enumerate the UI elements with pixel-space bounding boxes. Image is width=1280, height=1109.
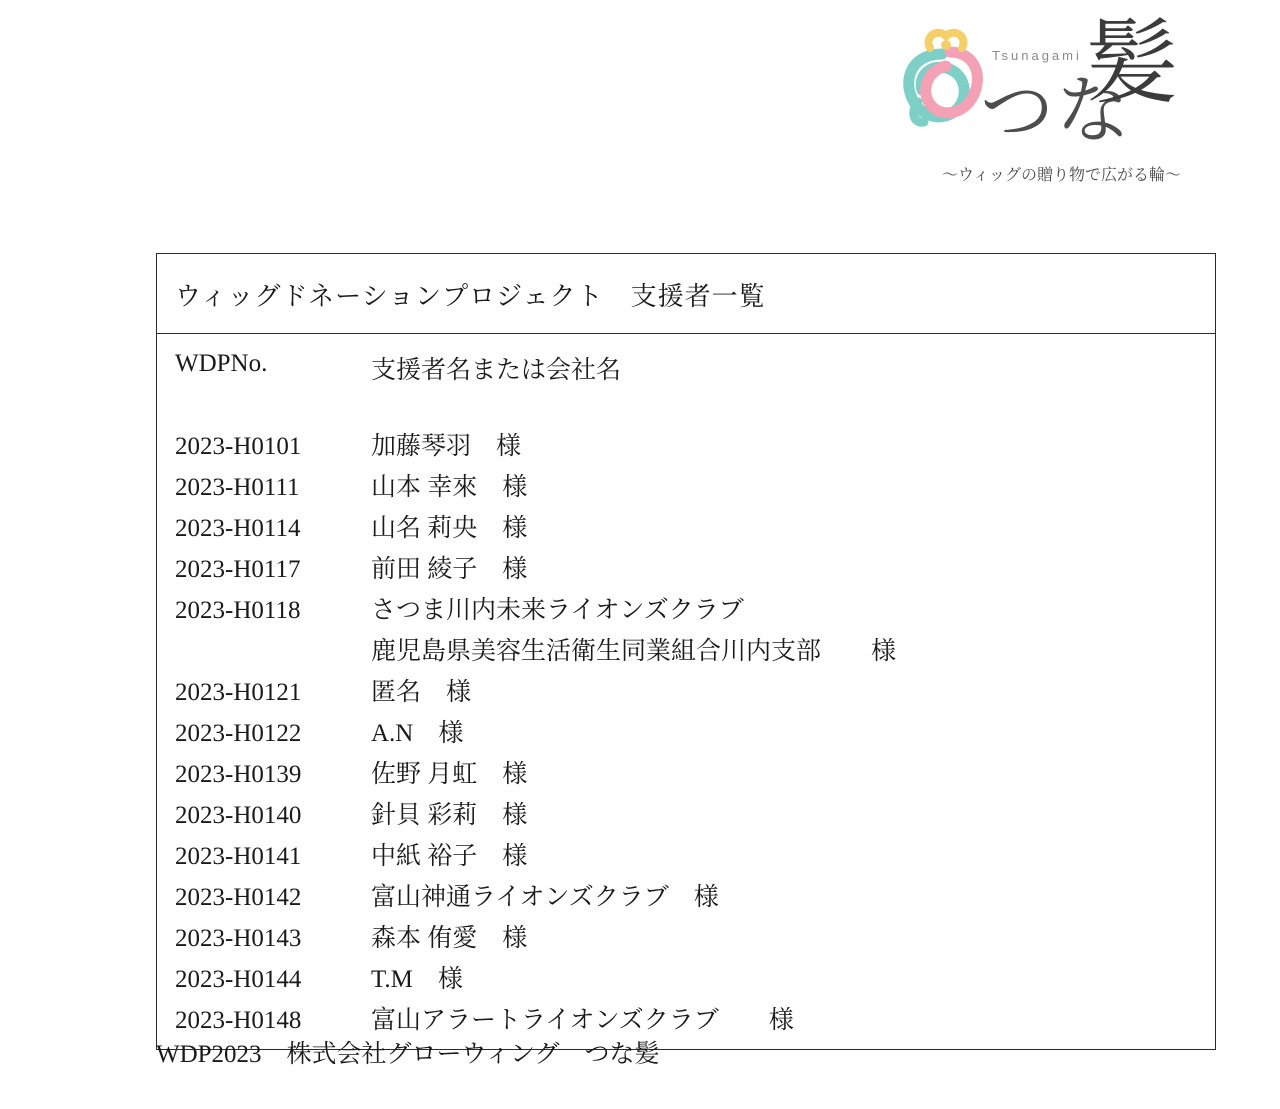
table-row (175, 713, 1215, 754)
cell-supporter-name: 鹿児島県美容生活衛生同業組合川内支部 様 (371, 638, 897, 665)
cell-wdp-no: 2023-H0117 (175, 556, 301, 583)
cell-wdp-no: 2023-H0111 (175, 474, 300, 501)
cell-supporter-name: 匿名 様 (371, 679, 472, 706)
cell-wdp-no: 2023-H0118 (175, 597, 301, 624)
table-row (175, 508, 1215, 549)
document-title: ウィッグドネーションプロジェクト 支援者一覧 (157, 254, 1215, 334)
table-row (175, 631, 1215, 672)
cell-supporter-name: 佐野 月虹 様 (371, 761, 528, 788)
logo-romaji-text: Tsunagami (992, 48, 1082, 63)
cell-wdp-no: 2023-H0143 (175, 925, 302, 952)
cell-supporter-name: 富山神通ライオンズクラブ 様 (371, 884, 719, 911)
cell-supporter-name: 前田 綾子 様 (371, 556, 528, 583)
column-header-supporter-name: 支援者名または会社名 (371, 357, 622, 384)
cell-supporter-name: 山名 莉央 様 (371, 515, 528, 542)
table-row (175, 467, 1215, 508)
brand-logo (880, 10, 1220, 195)
header-spacer (175, 392, 1215, 426)
table-row (175, 918, 1215, 959)
table-header-row (175, 350, 1215, 392)
cell-supporter-name: A.N 様 (371, 720, 464, 747)
cell-supporter-name: 山本 幸來 様 (371, 474, 528, 501)
table-row (175, 877, 1215, 918)
table-body (157, 334, 1215, 1049)
table-row (175, 672, 1215, 713)
cell-wdp-no: 2023-H0144 (175, 966, 302, 993)
cell-supporter-name: 針貝 彩莉 様 (371, 802, 528, 829)
cell-wdp-no: 2023-H0121 (175, 679, 302, 706)
logo-hiragana-text: つな (980, 68, 1132, 154)
cell-wdp-no: 2023-H0114 (175, 515, 301, 542)
cell-wdp-no: 2023-H0101 (175, 433, 302, 460)
cell-wdp-no: 2023-H0139 (175, 761, 302, 788)
table-row (175, 426, 1215, 467)
table-row (175, 836, 1215, 877)
column-header-wdp-no: WDPNo. (175, 350, 268, 377)
document-footer: WDP2023 株式会社グローウィング つな髪 (156, 1041, 660, 1068)
cell-supporter-name: 加藤琴羽 様 (371, 433, 522, 460)
table-rows (175, 426, 1215, 1041)
cell-wdp-no: 2023-H0148 (175, 1007, 302, 1034)
cell-supporter-name: さつま川内未来ライオンズクラブ (371, 597, 744, 624)
cell-wdp-no: 2023-H0141 (175, 843, 302, 870)
table-row (175, 959, 1215, 1000)
cell-supporter-name: 富山アラートライオンズクラブ 様 (371, 1007, 794, 1034)
table-row (175, 590, 1215, 631)
table-row (175, 549, 1215, 590)
table-row (175, 795, 1215, 836)
cell-supporter-name: T.M 様 (371, 966, 463, 993)
cell-wdp-no: 2023-H0142 (175, 884, 302, 911)
logo-kanji-text: 髪 (1086, 10, 1179, 117)
supporter-list-table (156, 253, 1216, 1050)
cell-wdp-no: 2023-H0122 (175, 720, 302, 747)
cell-supporter-name: 森本 侑愛 様 (371, 925, 528, 952)
cell-supporter-name: 中紙 裕子 様 (371, 843, 528, 870)
table-row (175, 754, 1215, 795)
cell-wdp-no: 2023-H0140 (175, 802, 302, 829)
logo-tagline: 〜ウィッグの贈り物で広がる輪〜 (942, 165, 1182, 184)
